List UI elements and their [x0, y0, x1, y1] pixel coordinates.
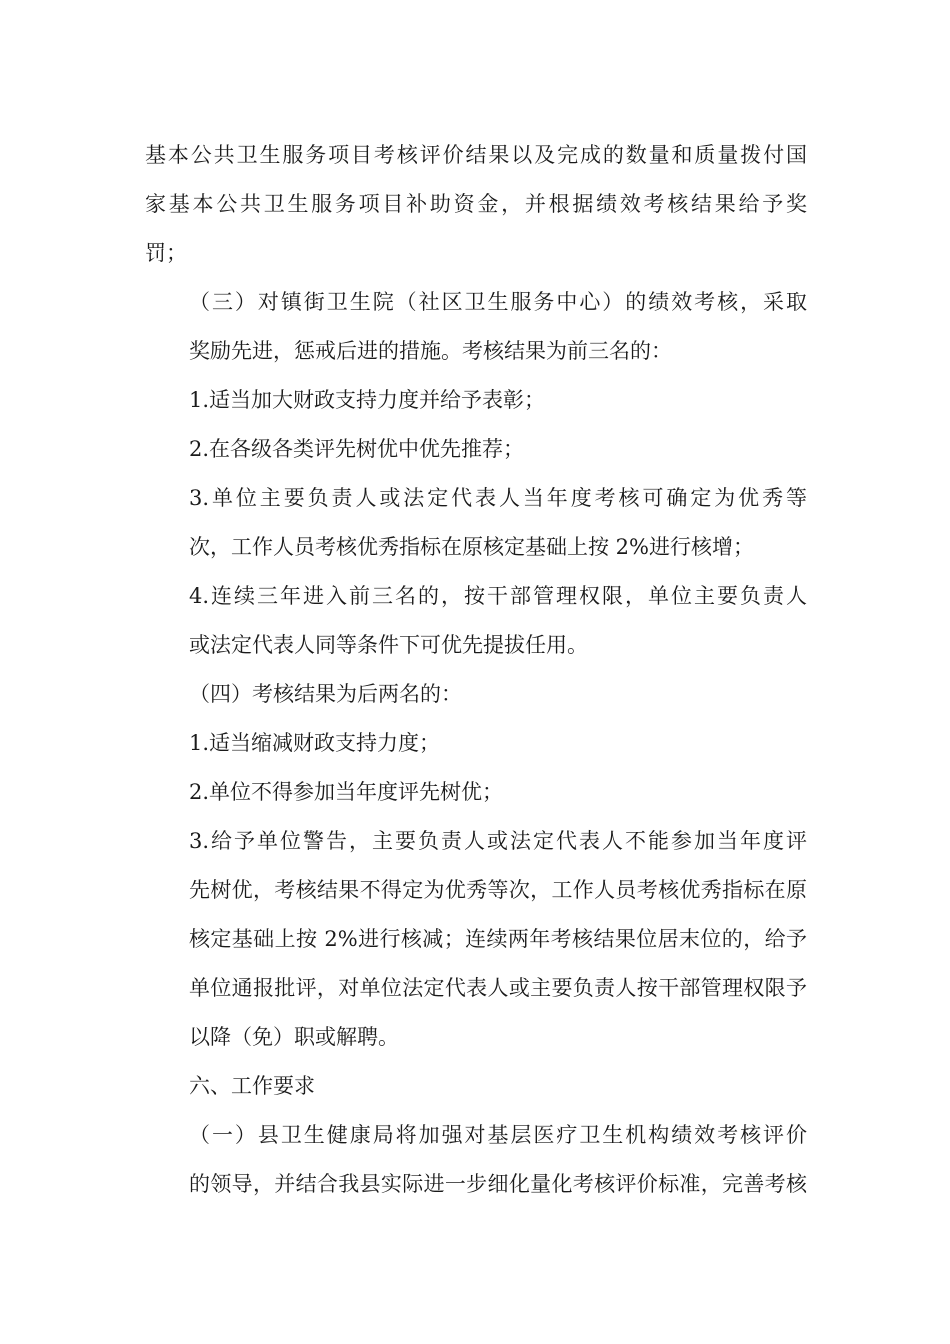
paragraph-section-three [145, 278, 807, 376]
section-heading-work-requirements [145, 1062, 807, 1111]
text-line: 3.给予单位警告，主要负责人或法定代表人不能参加当年度评 [189, 829, 807, 853]
list-item-top-4 [145, 572, 807, 670]
list-item-bottom-3 [145, 817, 807, 1062]
list-item-bottom-1 [145, 719, 807, 768]
text-line: 六、工作要求 [189, 1074, 315, 1098]
paragraph-funding-allocation [145, 131, 807, 278]
text-line: 2.单位不得参加当年度评先树优； [189, 780, 504, 804]
text-line: 4.连续三年进入前三名的，按干部管理权限，单位主要负责人 [189, 584, 807, 608]
list-item-top-1 [145, 376, 807, 425]
text-line: 家基本公共卫生服务项目补助资金，并根据绩效考核结果给予奖 [145, 192, 807, 216]
text-line: 先树优，考核结果不得定为优秀等次，工作人员考核优秀指标在原 [189, 878, 807, 902]
paragraph-section-four [145, 670, 807, 719]
text-line: 或法定代表人同等条件下可优先提拔任用。 [189, 633, 588, 657]
text-line: （四）考核结果为后两名的： [189, 682, 462, 706]
text-line: 核定基础上按 2%进行核减；连续两年考核结果位居末位的，给予 [189, 927, 807, 951]
text-line: 以降（免）职或解聘。 [189, 1025, 399, 1049]
text-line: （三）对镇街卫生院（社区卫生服务中心）的绩效考核，采取 [189, 290, 807, 314]
text-line: 3.单位主要负责人或法定代表人当年度考核可确定为优秀等 [189, 486, 807, 510]
paragraph-requirement-one [145, 1111, 807, 1209]
text-line: 单位通报批评，对单位法定代表人或主要负责人按干部管理权限予 [189, 976, 807, 1000]
text-line: 罚； [145, 241, 187, 265]
text-line: 2.在各级各类评先树优中优先推荐； [189, 437, 525, 461]
text-line: （一）县卫生健康局将加强对基层医疗卫生机构绩效考核评价 [189, 1123, 807, 1147]
text-line: 的领导，并结合我县实际进一步细化量化考核评价标准，完善考核 [189, 1172, 807, 1196]
list-item-top-3 [145, 474, 807, 572]
text-line: 1.适当缩减财政支持力度； [189, 731, 441, 755]
text-line: 1.适当加大财政支持力度并给予表彰； [189, 388, 546, 412]
text-line: 基本公共卫生服务项目考核评价结果以及完成的数量和质量拨付国 [145, 143, 807, 167]
text-line: 次，工作人员考核优秀指标在原核定基础上按 2%进行核增； [189, 535, 754, 559]
list-item-top-2 [145, 425, 807, 474]
list-item-bottom-2 [145, 768, 807, 817]
document-page [145, 131, 807, 1209]
text-line: 奖励先进，惩戒后进的措施。考核结果为前三名的： [189, 339, 672, 363]
